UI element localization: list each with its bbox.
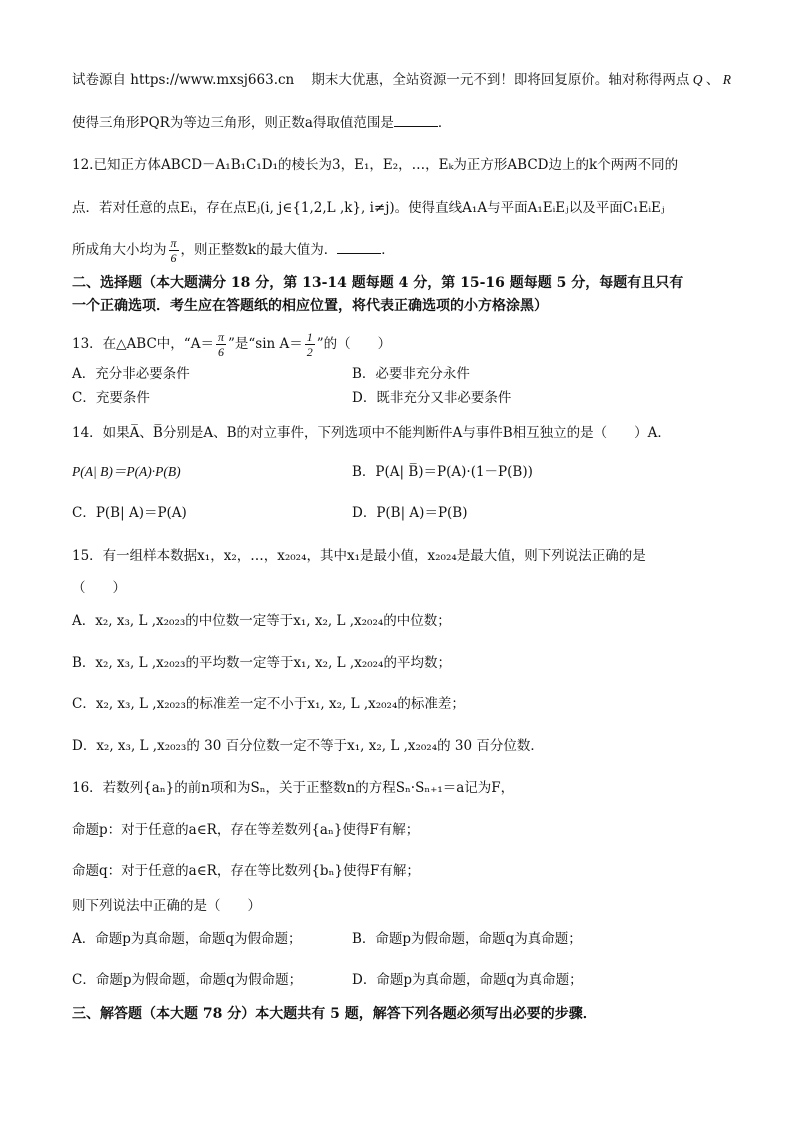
q15-option-a: A．x₂, x₃, L ,x₂₀₂₃的中位数一定等于x₁, x₂, L ,x₂₀₂₄的中位数； xyxy=(72,613,451,629)
fraction-one-half: $\frac{1}{2}$ xyxy=(306,330,313,359)
q14-stem: 14．如果A̅、B̅分别是A、B的对立事件，下列选项中不能判断件A与事件B相互独立的是（ ）A． xyxy=(72,425,671,441)
q15-option-b: B．x₂, x₃, L ,x₂₀₂₃的平均数一定等于x₁, x₂, L ,x₂₀₂₄的平均数； xyxy=(72,655,451,671)
q16-option-b: B．命题p为假命题，命题q为真命题； xyxy=(352,931,582,947)
fraction-pi-over-6: $\frac{\pi}{6}$ xyxy=(217,330,224,359)
q11-tail: 使得三角形PQR为等边三角形，则正数a得取值范围是 ． xyxy=(72,115,452,131)
q14-option-d: D．P(B| A)＝P(B) xyxy=(352,505,468,521)
q15-option-d: D．x₂, x₃, L ,x₂₀₂₃的 30 百分位数一定不等于x₁, x₂, L ,x₂₀₂₄的 30 百分位数． xyxy=(72,738,544,754)
q11-text: 使得三角形PQR为等边三角形，则正数a得取值范围是 xyxy=(72,115,394,131)
fraction-pi-over-6: $\frac{\pi}{6}$ xyxy=(170,236,177,265)
q16-proposition-q: 命题q：对于任意的a∈R，存在等比数列{bₙ}使得F有解； xyxy=(72,863,420,879)
q16-option-a: A．命题p为真命题，命题q为假命题； xyxy=(72,931,302,947)
q12-line1: 12.已知正方体ABCD－A₁B₁C₁D₁的棱长为3，E₁，E₂，…，Eₖ为正方形ABCD边上的k个两两不同的 xyxy=(72,157,679,173)
q15-stem: 15．有一组样本数据x₁，x₂，…，x₂₀₂₄，其中x₁是最小值，x₂₀₂₄是最大值，则下列说法正确的是 xyxy=(72,548,646,564)
q12-line2: 点．若对任意的点Eᵢ，存在点Eⱼ(i, j∈{1,2,L ,k}, i≠j)。使得直线A₁A与平面A₁EᵢEⱼ以及平面C₁EᵢEⱼ xyxy=(72,200,665,216)
answer-blank xyxy=(394,114,438,127)
q12-line3-a: 所成角大小均为 xyxy=(72,242,167,258)
q16-option-d: D．命题p为真命题，命题q为真命题； xyxy=(352,972,583,988)
q14-option-a: P(A| B)＝P(A)·P(B) xyxy=(72,464,181,479)
section3-heading: 三、解答题（本大题 78 分）本大题共有 5 题，解答下列各题必须写出必要的步骤． xyxy=(72,1006,597,1022)
q13-option-c: C．充要条件 xyxy=(72,390,150,406)
q15-paren: （ ） xyxy=(72,580,126,596)
q12-line3: 所成角大小均为 $\frac{\pi}{6}$ ，则正整数k的最大值为． ． xyxy=(72,236,395,265)
q13-option-b: B．必要非充分永件 xyxy=(352,366,470,382)
answer-blank xyxy=(337,241,381,254)
section2-heading-line2: 一个正确选项．考生应在答题纸的相应位置，将代表正确选项的小方格涂黑） xyxy=(72,298,548,314)
section2-heading-line1: 二、选择题（本大题满分 18 分，第 13-14 题每题 4 分，第 15-16 题每题 5 分，每题有且只有 xyxy=(72,275,684,291)
q14-option-b: B．P(A| B̅)＝P(A)·(1－P(B)) xyxy=(352,464,533,480)
source-url: 试卷源自 https://www.mxsj663.cn xyxy=(72,72,295,88)
q13-option-d: D．既非充分又非必要条件 xyxy=(352,390,512,406)
q16-proposition-p: 命题p：对于任意的a∈R，存在等差数列{aₙ}使得F有解； xyxy=(72,822,420,838)
q15-option-c: C．x₂, x₃, L ,x₂₀₂₃的标准差一定不小于x₁, x₂, L ,x₂₀₂₄的标准差； xyxy=(72,696,465,712)
q13-stem: 13．在△ABC中，“A＝ $\frac{\pi}{6}$ ”是“sin A＝ $\frac{1}{2}$ ”的（ ） xyxy=(72,330,392,359)
header-line: 试卷源自 https://www.mxsj663.cn 期末大优惠，全站资源一元不到！即将回复原价。轴对称得两点 Q 、 R xyxy=(72,72,732,88)
q11-continuation: 轴对称得两点 xyxy=(608,72,690,88)
q16-stem: 16．若数列{aₙ}的前n项和为Sₙ，关于正整数n的方程Sₙ·Sₙ₊₁＝a记为F， xyxy=(72,780,515,796)
q16-option-c: C．命题p为假命题，命题q为假命题； xyxy=(72,972,303,988)
q16-question: 则下列说法中正确的是（ ） xyxy=(72,898,261,914)
promo-text: 期末大优惠，全站资源一元不到！即将回复原价。 xyxy=(311,72,609,88)
q12-line3-b: ，则正整数k的最大值为． xyxy=(180,242,338,258)
q13-option-a: A．充分非必要条件 xyxy=(72,366,190,382)
q14-option-c: C．P(B| A)＝P(A) xyxy=(72,505,187,521)
